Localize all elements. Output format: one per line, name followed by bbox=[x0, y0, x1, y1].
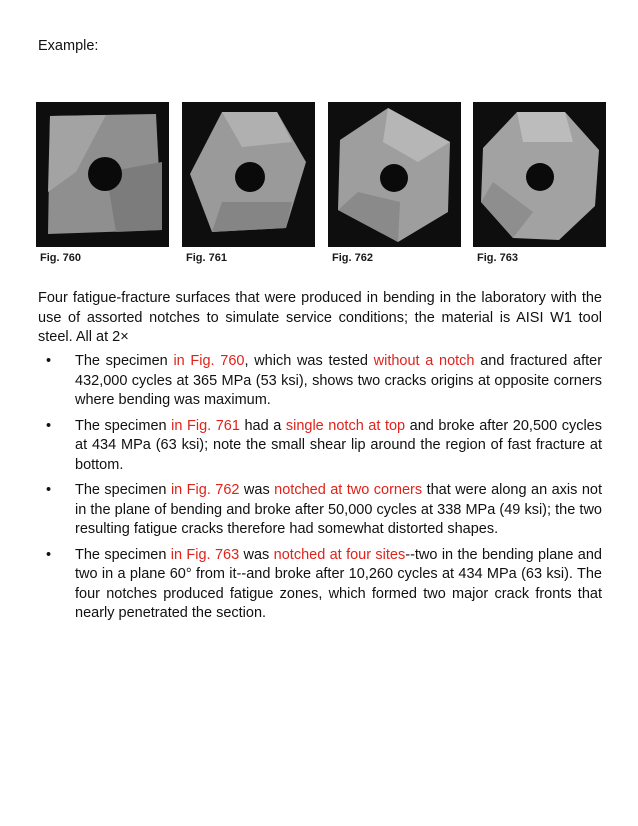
bullet-text: and fractured after 432,000 cycles at 365 MPa (53 ksi), shows two cracks origins at opposite corners where bending was maximum. bbox=[75, 353, 603, 408]
bullet-text: --two in the bending plane and two in a plane 60° from it--and broke after 10,260 cycles at 434 MPa (63 ksi). The four notches produced fatigue zones, which formed two major crack fronts that nearly penetrated the section. bbox=[75, 546, 602, 621]
bullet-text: and broke after 20,500 cycles at 434 MPa (63 ksi); note the small shear lip around the region of fast fracture at bottom. bbox=[75, 417, 602, 473]
list-item bbox=[38, 352, 602, 411]
bullet-text: The specimen bbox=[75, 417, 172, 434]
highlight-text: in Fig. 762 bbox=[170, 482, 240, 498]
fig-caption-762: Fig. 762 bbox=[332, 252, 373, 264]
fracture-image-763 bbox=[473, 102, 606, 247]
fig-761 bbox=[182, 102, 315, 264]
bullet-text: The specimen bbox=[75, 353, 174, 369]
list-item bbox=[38, 546, 602, 624]
highlight-text: in Fig. 760 bbox=[173, 353, 245, 369]
fracture-image-762 bbox=[328, 102, 461, 247]
bullet-text: The specimen bbox=[75, 546, 171, 563]
fig-caption-761: Fig. 761 bbox=[186, 252, 227, 264]
highlight-text: without a notch bbox=[373, 353, 475, 369]
fig-caption-763: Fig. 763 bbox=[477, 252, 518, 264]
specimen-list bbox=[38, 352, 602, 630]
bullet-text: was bbox=[239, 546, 274, 563]
fig-762 bbox=[328, 102, 461, 264]
list-item bbox=[38, 481, 602, 540]
bullet-icon: • bbox=[46, 417, 52, 434]
bullet-icon: • bbox=[46, 353, 52, 369]
highlight-text: in Fig. 763 bbox=[170, 546, 240, 563]
highlight-text: notched at four sites bbox=[273, 546, 406, 563]
highlight-text: single notch at top bbox=[285, 417, 406, 434]
figure-strip bbox=[36, 102, 606, 272]
fracture-image-761 bbox=[182, 102, 315, 247]
highlight-text: in Fig. 761 bbox=[171, 417, 240, 434]
fig-caption-760: Fig. 760 bbox=[40, 252, 81, 264]
bullet-text: that were along an axis not in the plane of bending and broke after 50,000 cycles at 338 MPa (49 ksi); the two resulting fatigue cracks therefore had somewhat distorted shapes. bbox=[75, 482, 602, 537]
highlight-text: notched at two corners bbox=[274, 482, 423, 498]
bullet-text: , which was tested bbox=[244, 353, 374, 369]
bullet-text: had a bbox=[239, 417, 286, 434]
fracture-image-760 bbox=[36, 102, 169, 247]
heading: Example: bbox=[38, 38, 99, 54]
bullet-text: was bbox=[239, 482, 275, 498]
bullet-text: The specimen bbox=[75, 482, 171, 498]
fig-763 bbox=[473, 102, 606, 264]
list-item bbox=[38, 417, 602, 476]
intro-paragraph: Four fatigue-fracture surfaces that were produced in bending in the laboratory with the use of assorted notches to simulate service conditions; the material is AISI W1 tool steel. All at 2× bbox=[38, 290, 602, 345]
fig-760 bbox=[36, 102, 169, 264]
bullet-icon: • bbox=[46, 546, 52, 563]
bullet-icon: • bbox=[46, 482, 52, 498]
